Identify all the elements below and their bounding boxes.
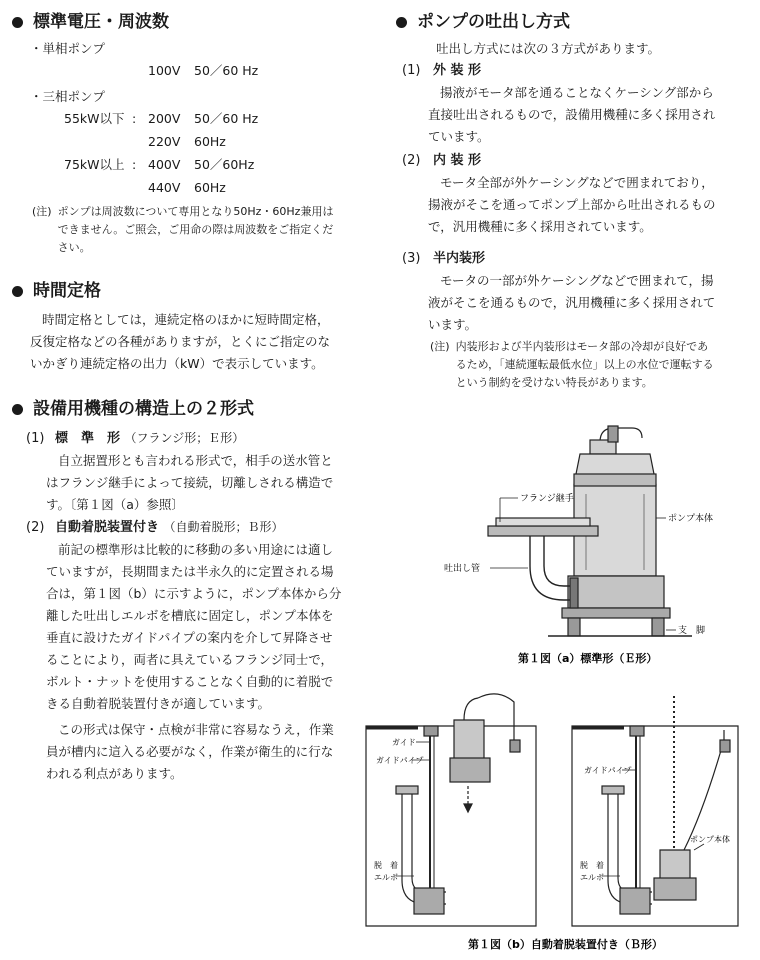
label-flange-joint: フランジ継手 (520, 494, 574, 504)
cable-gland (608, 426, 618, 442)
rating-body: 時間定格としては，連続定格のほかに短時間定格， 反復定格などの各種がありますが，とくにご指定のな いかぎり連続定格の出力（kW）で表示しています。 (30, 312, 331, 371)
flange-joint (488, 526, 598, 536)
figure-b (360, 690, 752, 956)
three-phase-row-3: 75kW以上 : 400V 50／60Hz (64, 157, 255, 172)
label-pump-body-right: ポンプ本体 (690, 835, 730, 844)
discharge-note: (注) 内装形および半内装形はモータ部の冷却が良好であ るため，「連続運転最低水位」以上の水位で運転する という制約を受けない特長があります。 (430, 340, 714, 389)
label-support-leg: 支 脚 (678, 626, 706, 636)
three-phase-row-1: 55kW以下 : 200V 50／60 Hz (64, 111, 259, 126)
bullet-icon (396, 17, 407, 28)
three-phase-row-4: 440V 60Hz (148, 180, 226, 195)
bullet-icon (12, 17, 23, 28)
discharge-item-2-text: モータ全部が外ケーシングなどで囲まれており， 揚液がそこを通ってポンプ上部から吐出されるもの で，汎用機種に多く採用されています。 (428, 175, 716, 234)
label-elbow-right-2: エルボ (580, 873, 604, 882)
left-column (12, 10, 374, 785)
voltage-body (12, 38, 374, 199)
discharge-item-1-text: 揚液がモータ部を通ることなくケーシング部から 直接吐出されるもので，設備用機種に多く採用され ています。 (428, 85, 716, 144)
label-elbow-left-2: エルボ (374, 873, 398, 882)
motor-band (574, 474, 656, 486)
support-leg-left (568, 618, 580, 636)
guide-bracket-right (630, 726, 644, 736)
label-elbow-right-1: 脱 着 (580, 861, 604, 870)
guide-bracket-left (424, 726, 438, 736)
elbow-base-left (414, 888, 444, 914)
bullet-icon (12, 286, 23, 297)
flange-top (496, 518, 590, 526)
bullet-icon (12, 404, 23, 415)
elbow-column-right (608, 790, 652, 904)
label-pump-body: ポンプ本体 (668, 514, 714, 524)
discharge-item-3-heading: (3) 半内装形 (402, 251, 485, 266)
section-heading-structure: 設備用機種の構造上の２形式 (12, 397, 374, 421)
discharge-item-3-text: モータの一部が外ケーシングなどで囲まれて，揚 液がそこを通るもので，汎用機種に多く採用されて います。 (428, 273, 716, 332)
section-heading-rating: 時間定格 (12, 279, 374, 303)
support-leg-right (652, 618, 664, 636)
three-phase-label: ・三相ポンプ (30, 89, 106, 104)
down-arrow-head (464, 804, 472, 812)
casing-base (562, 608, 670, 618)
single-phase-spec: 100V 50／60 Hz (148, 63, 259, 78)
structure-body (12, 427, 374, 785)
pipe-flange-right (570, 578, 578, 608)
three-phase-row-2: 220V 60Hz (148, 134, 226, 149)
figure-a-caption: 第１図（a）標準形（Ｅ形） (518, 652, 658, 665)
single-phase-label: ・単相ポンプ (30, 41, 106, 56)
elbow-base-right (620, 888, 650, 914)
label-guide-pipe-right: ガイドパイプ (584, 766, 632, 775)
voltage-note: (注) ポンプは周波数について専用となり50Hz・60Hz兼用は できません。ご照会，ご用命の際は周波数をご指定くだ さい。 (32, 205, 334, 254)
discharge-item-2-heading: (2) 内 装 形 (402, 153, 482, 168)
label-guide: ガイド (392, 738, 416, 747)
structure-item-1-heading: (1) 標 準 形 （フランジ形；Ｅ形） (26, 431, 245, 446)
structure-item-2-heading: (2) 自動着脱装置付き （自動着脱形；Ｂ形） (26, 520, 284, 535)
figure-b-caption: 第１図（b）自動着脱装置付き（Ｂ形） (468, 938, 663, 951)
label-guide-pipe-left: ガイドパイプ (376, 756, 424, 765)
elbow-column-left (402, 790, 446, 904)
label-elbow-left-1: 脱 着 (374, 861, 398, 870)
label-discharge-pipe: 吐出し管 (444, 564, 481, 574)
figure-a (430, 410, 750, 670)
section-heading-voltage: 標準電圧・周波数 (12, 10, 374, 34)
structure-item-2-text: 前記の標準形は比較的に移動の多い用途には適し ていますが，長期間または半永久的に定置される場 合は，第１図（b）に示すように，ポンプ本体から分 離した吐出しエルボを槽底に固定し，ポンプ本体を 垂直に設けたガイドパイプの案内を介して昇降させ ることにより，両者に具えているフランジ同士で， ボルト・ナットを使用することなく自動的に着脱で きる自動着脱装置付きが適しています。 この形式は保守・点検が非常に容易なうえ，作業 員が槽内に這入る必要がなく，作業が衛生的に行な われる利点があります。 (46, 542, 342, 781)
section-heading-discharge: ポンプの吐出し方式 (396, 10, 748, 34)
structure-item-1-text: 自立据置形とも言われる形式で，相手の送水管と はフランジ継手によって接続，切離しされる構造で す。〔第１図（a）参照〕 (46, 453, 334, 512)
cable-right (684, 730, 724, 850)
right-column (396, 10, 748, 392)
pump-casing (568, 576, 664, 608)
discharge-item-1-heading: (1) 外 装 形 (402, 63, 482, 78)
discharge-body: 吐出し方式には次の３方式があります。 (1) 外 装 形 揚液がモータ部を通ることなくケーシング部から 直接吐出されるもので，設備用機種に多く採用され ています。 (2) 内 装 形 モータ全部が外ケーシングなどで囲まれており， 揚液がそこを通ってポンプ上部から吐出されるもの で，汎用機種に多く採用されています。 (3) 半内装形 モータの一部が外ケーシングなどで囲まれて，揚 液がそこを通るもので，汎用機種に多く採用されて います。 (注) 内装形および半内装形はモータ部の冷却が良好であ るため，「連続運転最低水位」以上の水位で運転する という制約を受けない特長があります。 (396, 38, 748, 392)
